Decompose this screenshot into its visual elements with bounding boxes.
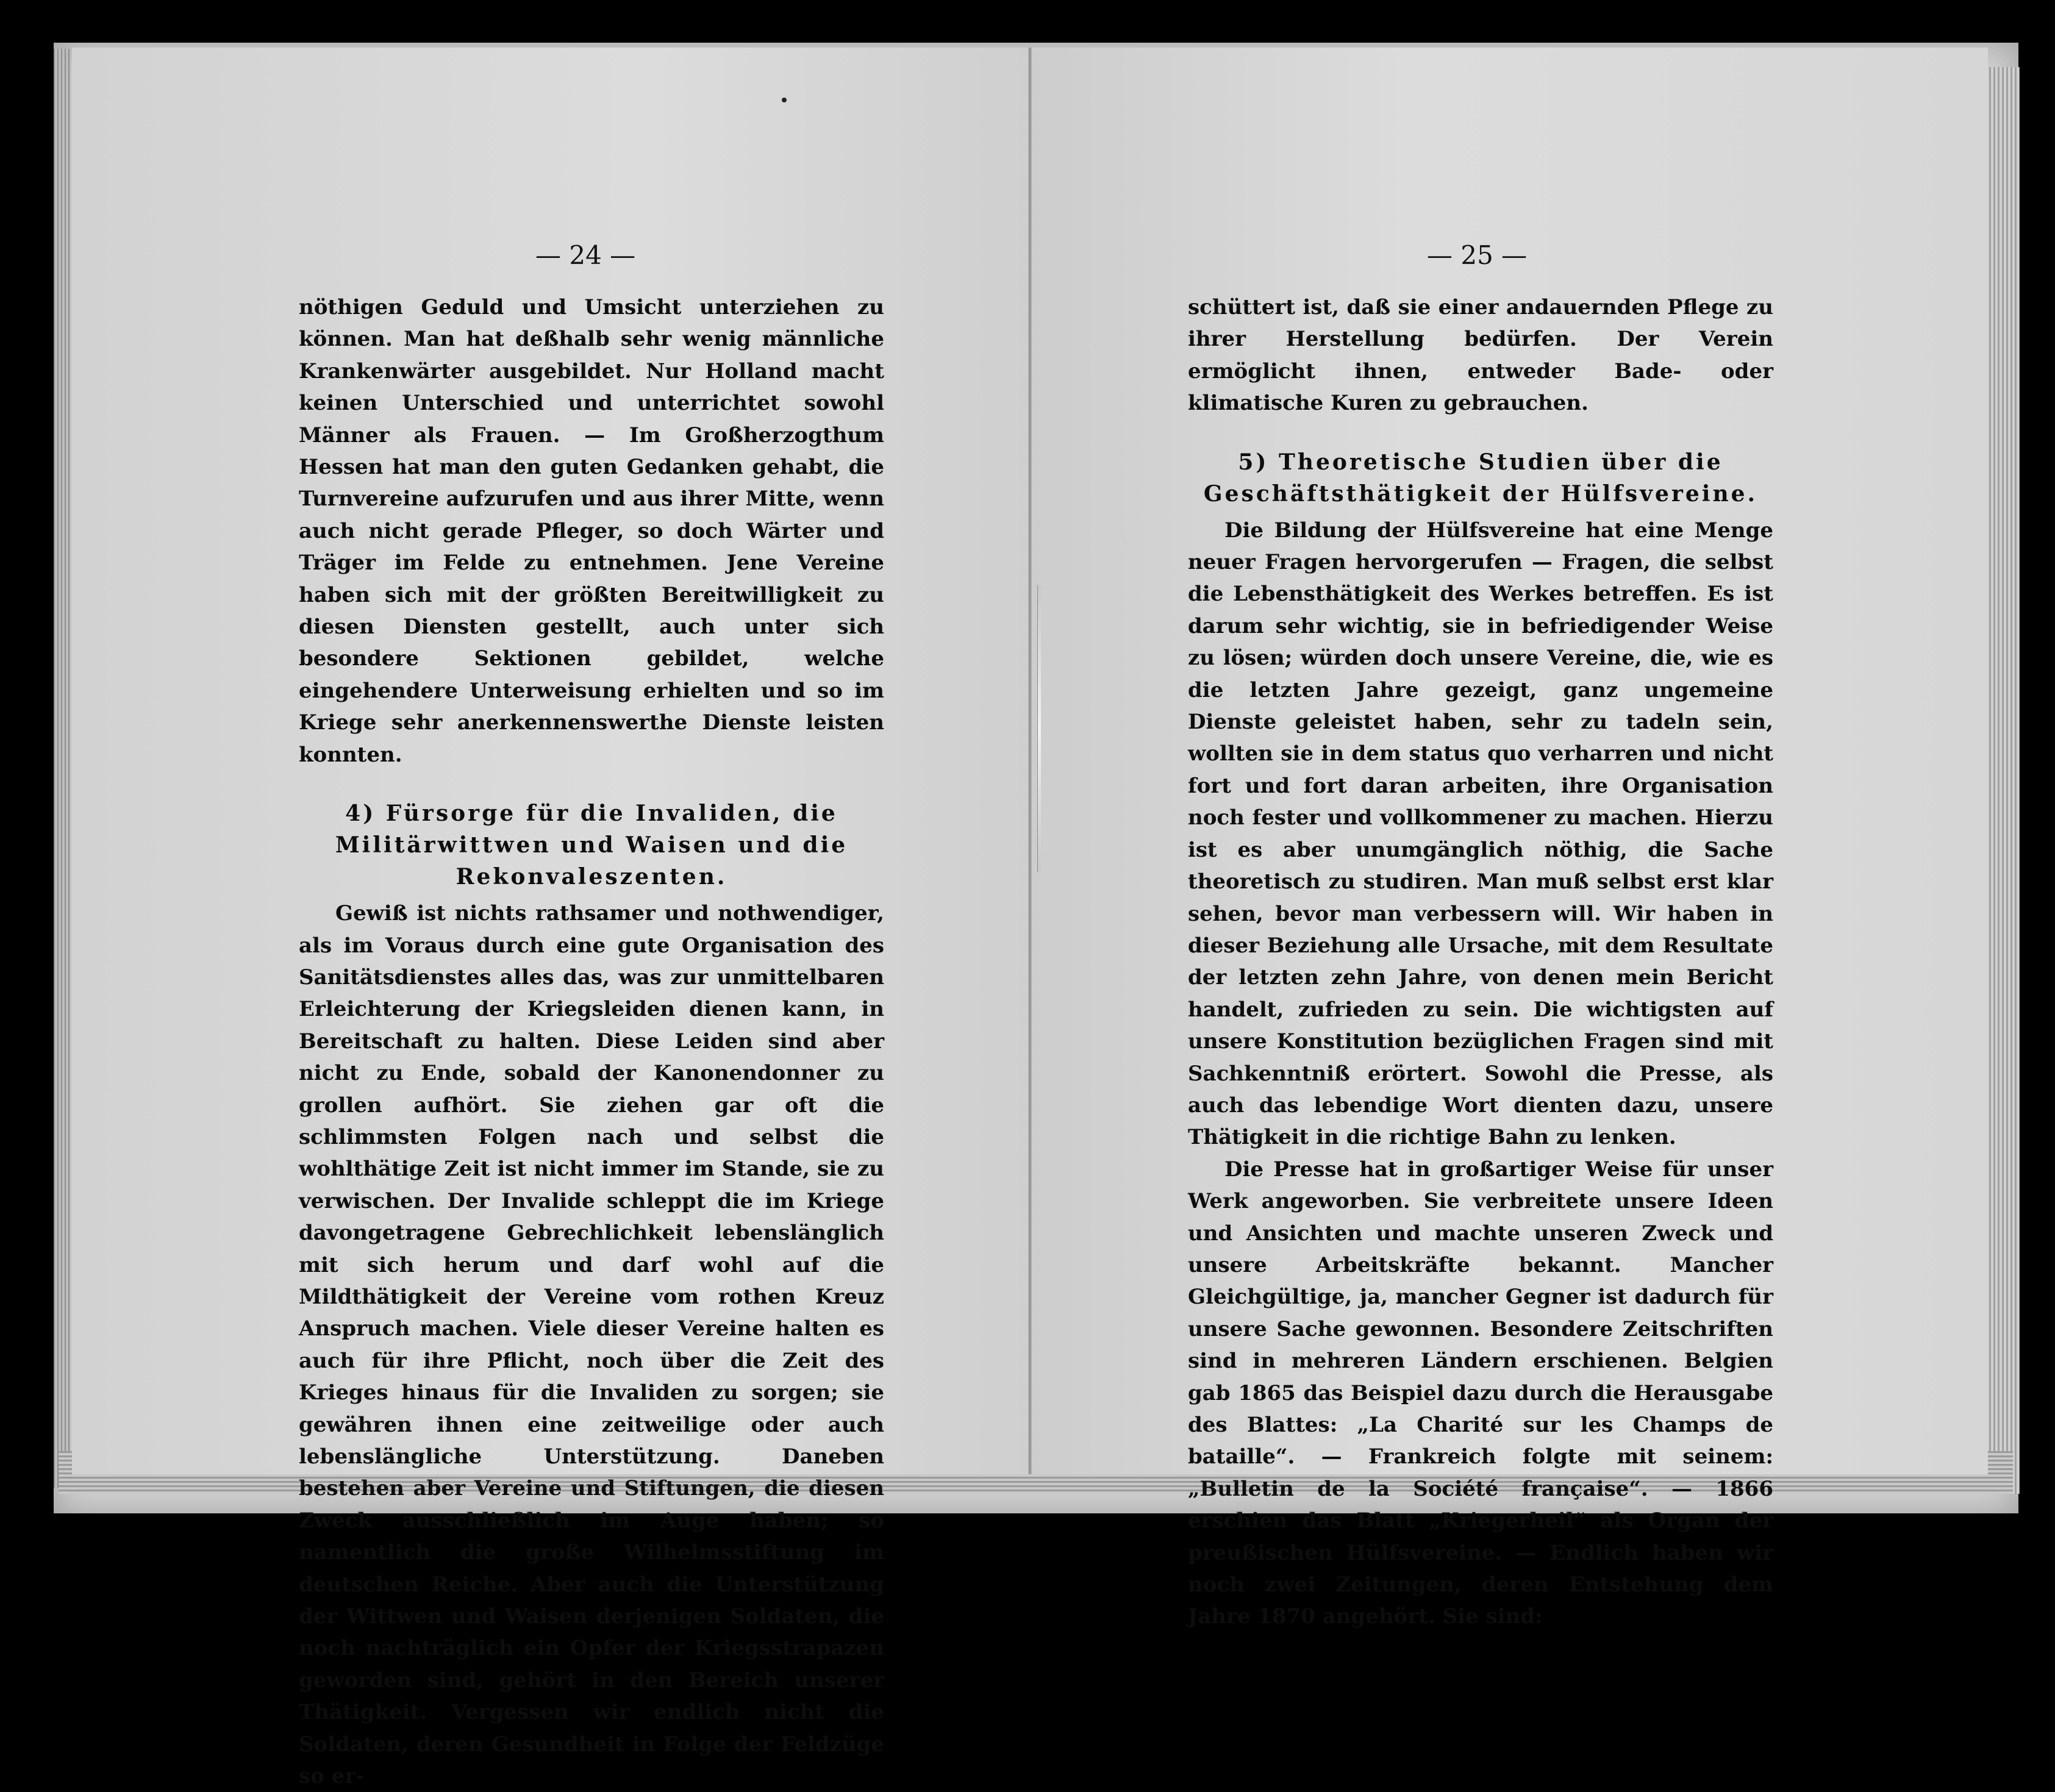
book-gutter: [1028, 48, 1032, 1474]
gutter-crease: [1037, 585, 1041, 872]
left-page: [72, 48, 1029, 1789]
page-number-left: — 24 —: [535, 240, 636, 270]
right-paragraph-2: Die Bildung der Hülfsvereine hat eine Menge neuer Fragen hervorgerufen — Fragen, die selbst die Lebensthätigkeit des Werkes betreffen. Es ist darum sehr wichtig, sie in befriedigender Weise zu lösen; würden doch unsere Vereine, die, wie es die letzten Jahre gezeigt, ganz ungemeine Dienste geleistet haben, sehr zu tadeln sein, wollten sie in dem status quo verharren und nicht fort und fort daran arbeiten, ihre Organisation noch fester und vollkommener zu machen. Hierzu ist es aber unumgänglich nöthig, die Sache theoretisch zu studiren. Man muß selbst erst klar sehen, bevor man verbessern will. Wir haben in dieser Beziehung alle Ursache, mit dem Resultate der letzten zehn Jahre, von denen mein Bericht handelt, zufrieden zu sein. Die wichtigsten auf unsere Konstitution bezüglichen Fragen sind mit Sachkenntniß erörtert. Sowohl die Presse, als auch das lebendige Wort dienten dazu, unsere Thätigkeit in die richtige Bahn zu lenken.: [1188, 518, 1773, 1150]
left-section-heading: 4) Fürsorge für die Invaliden, die Militärwittwen und Waisen und die Rekonvaleszenten.: [335, 801, 848, 890]
right-paragraph-1: schüttert ist, daß sie einer andauernden Pflege zu ihrer Herstellung bedürfen. Der Verein ermöglicht ihnen, entweder Bade- oder klimatische Kuren zu gebrauchen.: [1188, 295, 1773, 416]
page-number-right: — 25 —: [1427, 240, 1528, 270]
ink-speck: [782, 98, 787, 102]
right-page: [1031, 48, 1988, 1629]
right-section-heading: 5) Theoretische Studien über die Geschäftsthätigkeit der Hülfsvereine.: [1203, 449, 1758, 507]
right-text-column: [1188, 291, 1773, 1633]
left-paragraph-2: Gewiß ist nichts rathsamer und nothwendiger, als im Voraus durch eine gute Organisation des Sanitätsdienstes alles das, was zur unmittelbaren Erleichterung der Kriegsleiden dienen kann, in Bereitschaft zu halten. Diese Leiden sind aber nicht zu Ende, sobald der Kanonendonner zu grollen aufhört. Sie ziehen gar oft die schlimmsten Folgen nach und selbst die wohlthätige Zeit ist nicht immer im Stande, sie zu verwischen. Der Invalide schleppt die im Kriege davongetragene Gebrechlichkeit lebenslänglich mit sich herum und darf wohl auf die Mildthätigkeit der Vereine vom rothen Kreuz Anspruch machen. Viele dieser Vereine halten es auch für ihre Pflicht, noch über die Zeit des Krieges hinaus für die Invaliden zu sorgen; sie gewähren ihnen eine zeitweilige oder auch lebenslängliche Unterstützung. Daneben bestehen aber Vereine und Stiftungen, die diesen Zweck ausschließlich im Auge haben; so namentlich die große Wilhelmsstiftung im deutschen Reiche. Aber auch die Unterstützung der Wittwen und Waisen derjenigen Soldaten, die noch nachträglich ein Opfer der Kriegsstrapazen geworden sind, gehört in den Bereich unserer Thätigkeit. Vergessen wir endlich nicht die Soldaten, deren Gesundheit in Folge der Feldzüge so er-: [299, 901, 884, 1789]
book-right-edge: [1989, 67, 2020, 1494]
left-paragraph-1: nöthigen Geduld und Umsicht unterziehen zu können. Man hat deßhalb sehr wenig männliche Krankenwärter ausgebildet. Nur Holland macht keinen Unterschied und unterrichtet sowohl Männer als Frauen. — Im Großherzogthum Hessen hat man den guten Gedanken gehabt, die Turnvereine aufzurufen und aus ihrer Mitte, wenn auch nicht gerade Pfleger, so doch Wärter und Träger im Felde zu entnehmen. Jene Vereine haben sich mit der größten Bereitwilligkeit zu diesen Diensten gestellt, auch unter sich besondere Sektionen gebildet, welche eingehendere Unterweisung erhielten und so im Kriege sehr anerkennenswerthe Dienste leisten konnten.: [299, 295, 884, 767]
right-paragraph-3: Die Presse hat in großartiger Weise für unser Werk angeworben. Sie verbreitete unsere Ideen und Ansichten und machte unseren Zweck und unsere Arbeitskräfte bekannt. Mancher Gleichgültige, ja, mancher Gegner ist dadurch für unsere Sache gewonnen. Besondere Zeitschriften sind in mehreren Ländern erschienen. Belgien gab 1865 das Beispiel dazu durch die Herausgabe des Blattes: „La Charité sur les Champs de bataille“. — Frankreich folgte mit seinem: „Bulletin de la Société française“. — 1866 erschien das Blatt „Kriegerheil“ als Organ der preußischen Hülfsvereine. — Endlich haben wir noch zwei Zeitungen, deren Entstehung dem Jahre 1870 angehört. Sie sind:: [1188, 1157, 1773, 1629]
left-text-column: [299, 291, 884, 1792]
book-left-edge: [54, 49, 71, 1488]
